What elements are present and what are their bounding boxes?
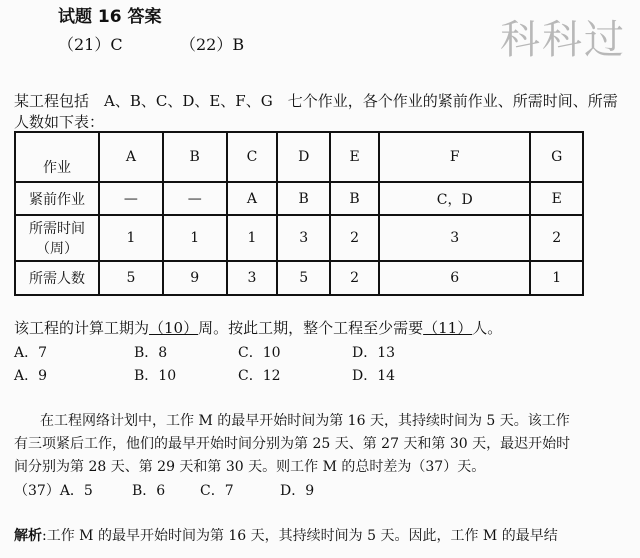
job-cell: G xyxy=(530,132,583,182)
people-cell: 6 xyxy=(379,261,530,295)
job-cell: E xyxy=(330,132,379,182)
q11-option-d: D．14 xyxy=(352,368,396,384)
analysis-line xyxy=(14,525,558,545)
predecessor-cell: C，D xyxy=(379,182,530,215)
job-cell: C xyxy=(227,132,278,182)
duration-cell: 2 xyxy=(330,215,379,261)
job-cell: A xyxy=(99,132,163,182)
problem-intro-line2: 人数如下表： xyxy=(14,113,105,131)
answer-22: （22）B xyxy=(180,35,245,54)
row-label-duration-line1: 所需时间 xyxy=(29,221,85,237)
table-row-people xyxy=(15,261,583,295)
duration-cell: 3 xyxy=(379,215,530,261)
q11-option-b: B．10 xyxy=(134,368,177,384)
duration-cell: 2 xyxy=(530,215,583,261)
q37-option-b: B．6 xyxy=(132,483,166,499)
people-cell: 5 xyxy=(99,261,163,295)
job-cell: B xyxy=(163,132,227,182)
job-cell: D xyxy=(277,132,330,182)
q37-line1: 在工程网络计划中，工作 M 的最早开始时间为第 16 天，其持续时间为 5 天。该工作 xyxy=(40,413,570,429)
duration-cell: 1 xyxy=(227,215,278,261)
answer-21: （21）C xyxy=(58,35,123,54)
people-cell: 5 xyxy=(277,261,330,295)
q10-text-part3: 人。 xyxy=(472,319,503,337)
blank-11: （11） xyxy=(423,319,473,337)
people-cell: 9 xyxy=(163,261,227,295)
people-cell: 2 xyxy=(330,261,379,295)
job-cell: F xyxy=(379,132,530,182)
row-label-duration-line2: （周） xyxy=(36,241,78,257)
analysis-label: 解析 xyxy=(14,528,42,544)
predecessor-cell: — xyxy=(99,182,163,215)
table-row-jobs xyxy=(15,132,583,182)
q11-option-c: C．12 xyxy=(238,368,281,384)
q37-option-c: C．7 xyxy=(200,483,234,499)
duration-cell: 3 xyxy=(277,215,330,261)
table-row-predecessors xyxy=(15,182,583,215)
table-row-durations xyxy=(15,215,583,261)
predecessor-cell: — xyxy=(163,182,227,215)
predecessor-cell: B xyxy=(277,182,330,215)
q11-option-a: A．9 xyxy=(14,368,48,384)
q37-line2: 有三项紧后工作，他们的最早开始时间分别为第 25 天、第 27 天和第 30 天，最迟开始时 xyxy=(14,436,571,452)
duration-cell: 1 xyxy=(163,215,227,261)
row-label-predecessor: 紧前作业 xyxy=(15,182,99,215)
blank-10: （10） xyxy=(149,319,199,337)
people-cell: 3 xyxy=(227,261,278,295)
people-cell: 1 xyxy=(530,261,583,295)
q10-text-part2: 周。按此工期，整个工程至少需要 xyxy=(198,319,424,337)
watermark-logo: 科科过 xyxy=(500,17,626,63)
analysis-text: :工作 M 的最早开始时间为第 16 天，其持续时间为 5 天。因此，工作 M 的最早结 xyxy=(42,528,558,544)
predecessor-cell: B xyxy=(330,182,379,215)
predecessor-cell: E xyxy=(530,182,583,215)
q10-option-c: C．10 xyxy=(238,345,281,361)
q10-option-b: B．8 xyxy=(134,345,168,361)
q10-text-part1: 该工程的计算工期为 xyxy=(14,319,150,337)
q37-line3: 间分别为第 28 天、第 29 天和第 30 天。则工作 M 的总时差为（37）天。 xyxy=(14,459,486,475)
predecessor-cell: A xyxy=(227,182,278,215)
row-label-people: 所需人数 xyxy=(15,261,99,295)
duration-cell: 1 xyxy=(99,215,163,261)
answer-title: 试题 16 答案 xyxy=(58,7,162,27)
question-10-11 xyxy=(14,317,502,338)
q37-option-d: D．9 xyxy=(280,483,315,499)
q37-option-a: （37）A．5 xyxy=(14,483,93,499)
row-label-duration xyxy=(15,215,99,261)
q10-option-d: D．13 xyxy=(352,345,396,361)
q10-option-a: A．7 xyxy=(14,345,48,361)
job-table xyxy=(14,131,584,296)
problem-intro-line1: 某工程包括 A、B、C、D、E、F、G 七个作业，各个作业的紧前作业、所需时间、所需 xyxy=(14,92,618,110)
row-label-job: 作业 xyxy=(15,132,99,182)
